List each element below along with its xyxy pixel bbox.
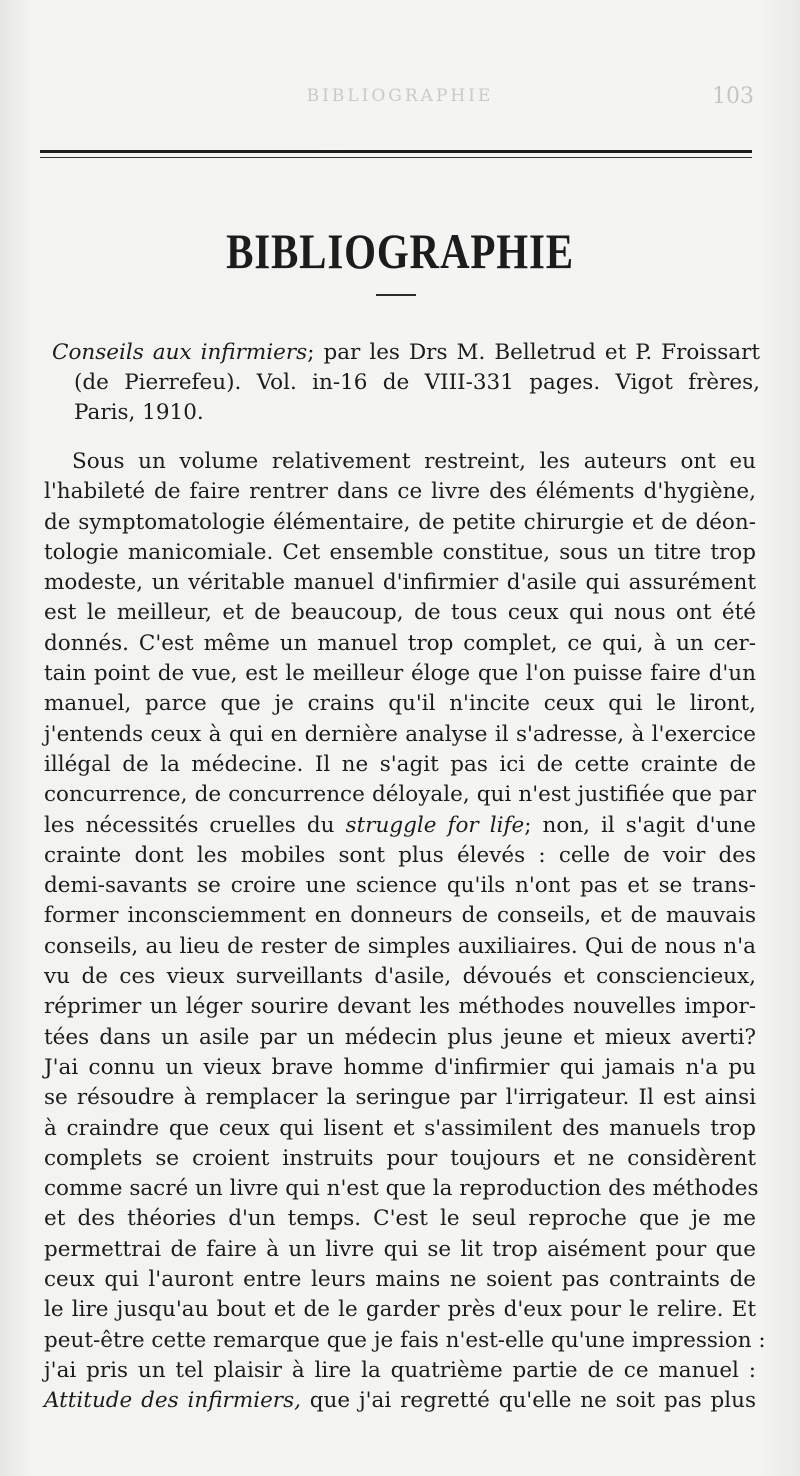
body-line-end: que j'ai regretté qu'elle ne soit pas plus (309, 1388, 756, 1414)
body-line: de symptomatologie élémentaire, de petite chirurgie et de déon- (44, 509, 756, 535)
body-line: et des théories d'un temps. C'est le seul reproche que je me (44, 1206, 756, 1232)
bibliographic-reference (52, 338, 760, 428)
article-title: BIBLIOGRAPHIE (226, 223, 574, 279)
authors: ; par les Drs M. Belletrud et P. Froissart (307, 340, 760, 365)
body-line: ceux qui l'auront entre leurs mains ne soient pas contraints de (44, 1267, 756, 1293)
struggle-for-life-phrase: struggle for life (345, 812, 525, 838)
body-line: manuel, parce que je crains qu'il n'incite ceux qui le liront, (44, 691, 756, 717)
body-line: conseils, au lieu de rester de simples auxiliaires. Qui de nous n'a (44, 933, 756, 959)
body-line: crainte dont les mobiles sont plus élevés : celle de voir des (44, 842, 756, 868)
body-line-attitude (44, 1386, 756, 1416)
body-line: j'ai pris un tel plaisir à lire la quatrième partie de ce manuel : (44, 1357, 756, 1383)
body-line-start: les nécessités cruelles du (44, 812, 335, 838)
body-line-end: ; non, il s'agit d'une (524, 812, 756, 838)
body-line: comme sacré un livre qui n'est que la reproduction des méthodes (44, 1176, 759, 1202)
reference-line-3: Paris, 1910. (74, 400, 204, 425)
review-body (44, 447, 766, 1417)
body-line: concurrence, de concurrence déloyale, qui n'est justifiée que par (44, 782, 756, 808)
book-title: Conseils aux infirmiers (52, 340, 308, 365)
body-line: tain point de vue, est le meilleur éloge que l'on puisse faire d'un (44, 661, 756, 687)
body-line: à craindre que ceux qui lisent et s'assimilent des manuels trop (44, 1115, 756, 1141)
running-head-title: BIBLIOGRAPHIE (306, 86, 494, 106)
body-line: donnés. C'est même un manuel trop complet, ce qui, à un cer- (44, 630, 756, 656)
page-number: 103 (712, 84, 754, 109)
body-line: réprimer un léger sourire devant les méthodes nouvelles impor- (44, 994, 756, 1020)
body-line: illégal de la médecine. Il ne s'agit pas ici de cette crainte de (44, 751, 756, 777)
reference-line-2: (de Pierrefeu). Vol. in-16 de VIII-331 pages. Vigot frères, (74, 370, 760, 395)
body-line: tées dans un asile par un médecin plus jeune et mieux averti? (44, 1024, 756, 1050)
title-underline (376, 294, 416, 296)
body-line: l'habileté de faire rentrer dans ce livre des éléments d'hygiène, (44, 479, 756, 505)
header-rule-thin (40, 157, 752, 158)
body-line: modeste, un véritable manuel d'infirmier d'asile qui assurément (44, 570, 756, 596)
body-line: tologie manicomiale. Cet ensemble constitue, sous un titre trop (44, 539, 756, 565)
body-line: demi-savants se croire une science qu'ils n'ont pas et se trans- (44, 873, 756, 899)
body-line: se résoudre à remplacer la seringue par l'irrigateur. Il est ainsi (44, 1085, 756, 1111)
body-line: vu de ces vieux surveillants d'asile, dévoués et consciencieux, (44, 964, 756, 990)
body-line: le lire jusqu'au bout et de le garder près d'eux pour le relire. Et (44, 1297, 756, 1323)
body-line: former inconsciemment en donneurs de conseils, et de mauvais (44, 903, 756, 929)
body-line: peut-être cette remarque que je fais n'est-elle qu'une impression : (44, 1327, 766, 1353)
body-line: Sous un volume relativement restreint, les auteurs ont eu (72, 449, 756, 474)
attitude-phrase: Attitude des infirmiers, (44, 1388, 301, 1414)
body-line: j'entends ceux à qui en dernière analyse il s'adresse, à l'exercice (44, 721, 756, 747)
body-line: est le meilleur, et de beaucoup, de tous ceux qui nous ont été (44, 600, 756, 626)
body-line: J'ai connu un vieux brave homme d'infirmier qui jamais n'a pu (44, 1054, 756, 1080)
header-rule-thick (40, 150, 752, 153)
body-line: permettrai de faire à un livre qui se lit trop aisément pour que (44, 1236, 756, 1262)
body-line-struggle (44, 811, 756, 841)
body-line: complets se croient instruits pour toujours et ne considèrent (44, 1145, 756, 1171)
reference-line-1 (52, 338, 760, 368)
